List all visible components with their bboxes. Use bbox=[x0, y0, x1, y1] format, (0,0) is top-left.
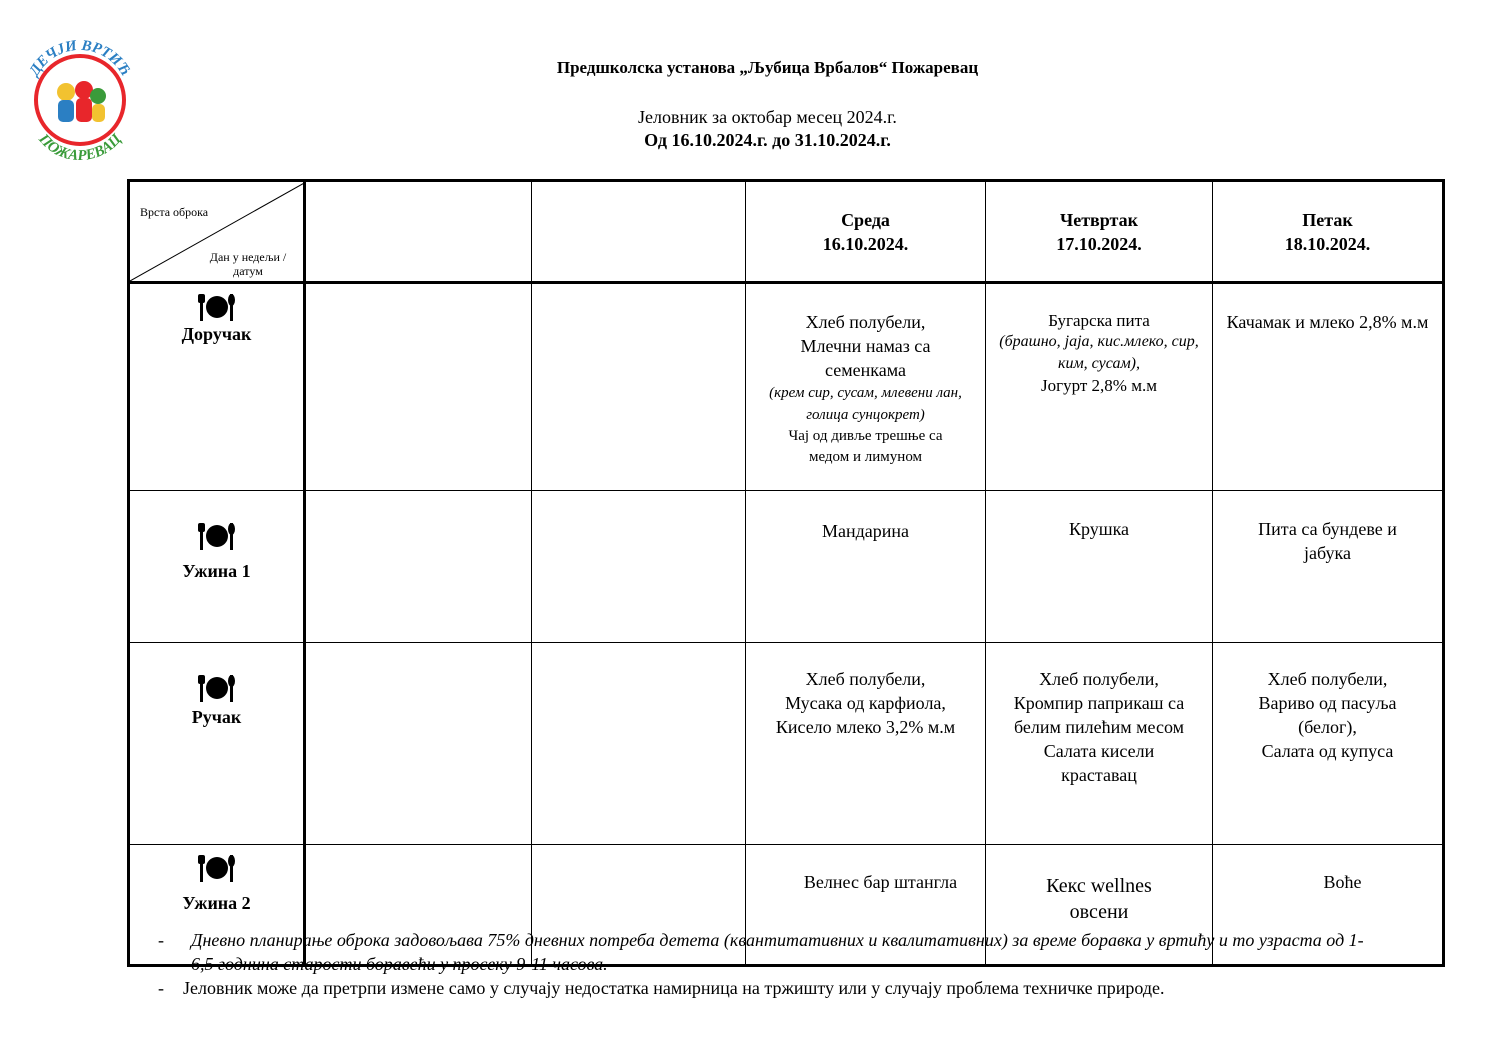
menu-item: Чај од дивље трешње са медом и лимуном bbox=[788, 428, 943, 465]
ingredients-note: (брашно, јаја, кис.млеко, сир, ким, сусам), bbox=[999, 333, 1199, 372]
meal-type-label: Врста оброка bbox=[140, 205, 209, 219]
breakfast-row bbox=[129, 283, 1444, 491]
menu-item: Хлеб полубели, bbox=[805, 312, 926, 332]
lunch-wednesday bbox=[746, 643, 986, 845]
day-name: Среда bbox=[841, 210, 890, 230]
day-date: 16.10.2024. bbox=[822, 234, 909, 254]
day-name: Четвртак bbox=[1060, 210, 1138, 230]
menu-item: Пита са бундеве и јабука bbox=[1258, 519, 1397, 563]
menu-item: Вариво од пасуља (белог), bbox=[1258, 693, 1397, 737]
ingredients-note: (крем сир, сусам, млевени лан, голица сунцокрет) bbox=[769, 385, 962, 423]
cutlery-plate-icon bbox=[197, 853, 237, 883]
meal-name: Ужина 1 bbox=[182, 561, 251, 581]
header-row bbox=[129, 181, 1444, 283]
logo-top-text: ДЕЧЈИ ВРТИЋ bbox=[26, 37, 134, 79]
menu-item: Салата од купуса bbox=[1261, 741, 1394, 761]
breakfast-wednesday bbox=[746, 283, 986, 491]
menu-item: Хлеб полубели, bbox=[805, 669, 926, 689]
menu-item: Хлеб полубели, bbox=[1267, 669, 1388, 689]
empty-cell bbox=[305, 491, 532, 643]
meal-name: Ручак bbox=[191, 707, 242, 727]
empty-cell bbox=[532, 491, 746, 643]
note-text: Дневно планирање оброка задовољава 75% дневних потреба детета (квантитативних и квалитативних) за време боравка у вртићу и то узраста од 1-6,5 годнина старости боравећи у просеку 9-11 часова. bbox=[191, 930, 1364, 974]
lunch-thursday bbox=[986, 643, 1213, 845]
cutlery-plate-icon bbox=[197, 673, 237, 703]
note-bullet: - bbox=[158, 978, 164, 998]
empty-cell bbox=[305, 283, 532, 491]
menu-item: Јогурт 2,8% м.м bbox=[1041, 376, 1157, 395]
institution-title: Предшколска установа „Љубица Врбалов“ Пожаревац bbox=[556, 58, 979, 77]
menu-item: Кисело млеко 3,2% м.м bbox=[775, 717, 956, 737]
logo-bottom-text: ПОЖАРЕВАЦ bbox=[35, 131, 125, 160]
footer-notes bbox=[158, 928, 1378, 1000]
menu-item: Велнес бар штангла bbox=[803, 872, 958, 892]
day-date: 17.10.2024. bbox=[1056, 234, 1142, 254]
lunch-friday bbox=[1213, 643, 1444, 845]
note-item bbox=[158, 976, 1378, 1000]
meal-name: Доручак bbox=[181, 324, 252, 344]
menu-item: Млечни намаз са семенкама bbox=[800, 336, 931, 380]
breakfast-thursday bbox=[986, 283, 1213, 491]
menu-item: Кромпир паприкаш са белим пилећим месом bbox=[1013, 693, 1185, 737]
day-header-friday bbox=[1213, 181, 1444, 283]
meal-label-breakfast bbox=[129, 283, 305, 491]
menu-item: Воће bbox=[1323, 872, 1362, 892]
day-name: Петак bbox=[1302, 210, 1353, 230]
menu-item: Салата кисели краставац bbox=[1043, 741, 1155, 785]
empty-cell bbox=[305, 643, 532, 845]
meal-label-lunch bbox=[129, 643, 305, 845]
day-header-wednesday bbox=[746, 181, 986, 283]
cutlery-plate-icon bbox=[197, 292, 237, 322]
lunch-row bbox=[129, 643, 1444, 845]
day-header-1 bbox=[305, 181, 532, 283]
menu-item: Мусака од карфиола, bbox=[785, 693, 946, 713]
menu-item: Крушка bbox=[1068, 519, 1130, 539]
meal-label-snack1 bbox=[129, 491, 305, 643]
breakfast-friday bbox=[1213, 283, 1444, 491]
snack1-row bbox=[129, 491, 1444, 643]
day-header-thursday bbox=[986, 181, 1213, 283]
day-header-2 bbox=[532, 181, 746, 283]
meal-name: Ужина 2 bbox=[182, 893, 251, 913]
snack1-friday bbox=[1213, 491, 1444, 643]
menu-month-title: Јеловник за октобар месец 2024.г. bbox=[638, 107, 897, 127]
empty-cell bbox=[532, 283, 746, 491]
cutlery-plate-icon bbox=[197, 521, 237, 551]
menu-item: Бугарска пита bbox=[1048, 311, 1150, 330]
note-bullet: - bbox=[158, 930, 164, 950]
menu-date-range: Од 16.10.2024.г. до 31.10.2024.г. bbox=[644, 130, 891, 150]
empty-cell bbox=[532, 643, 746, 845]
menu-item: Мандарина bbox=[821, 521, 910, 541]
kindergarten-logo bbox=[10, 30, 150, 160]
menu-item: Кекс wellnes овсени bbox=[1046, 875, 1152, 923]
menu-item: Качамак и млеко 2,8% м.м bbox=[1226, 312, 1429, 332]
note-text: Јеловник може да претрпи измене само у случају недостатка намирница на тржишту или у случају проблема техничке природе. bbox=[183, 978, 1165, 998]
day-date-label: Дан у недељи / датум bbox=[209, 250, 287, 278]
menu-table bbox=[127, 179, 1445, 967]
day-date: 18.10.2024. bbox=[1284, 234, 1371, 254]
corner-cell bbox=[129, 181, 305, 283]
snack1-thursday bbox=[986, 491, 1213, 643]
snack1-wednesday bbox=[746, 491, 986, 643]
menu-item: Хлеб полубели, bbox=[1039, 669, 1159, 689]
note-item bbox=[158, 928, 1378, 976]
